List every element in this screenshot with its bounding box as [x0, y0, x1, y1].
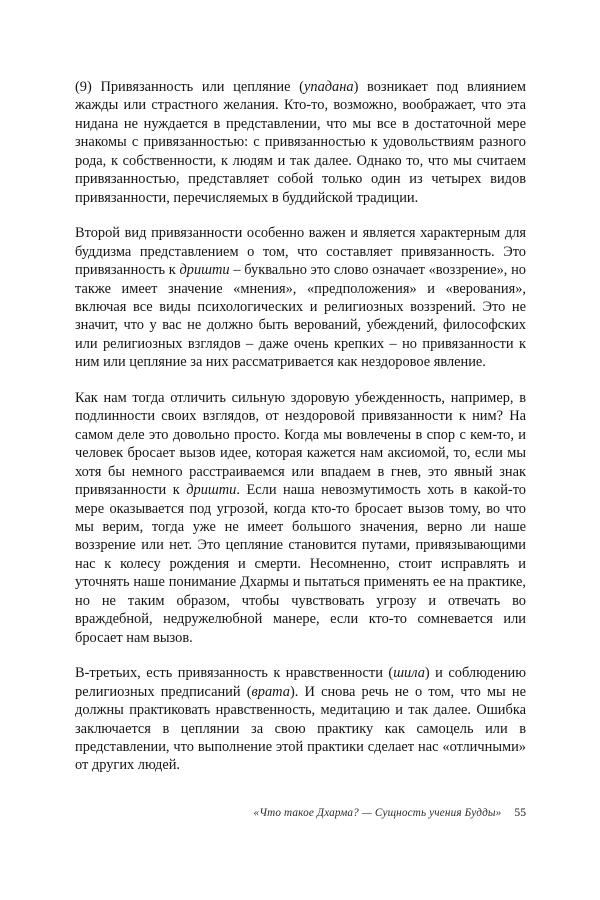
paragraph: Как нам тогда отличить сильную здоровую убежденность, например, в подлинности своих взглядов, от нездоровой привязанности к ним? На самом деле это довольно просто. Когда мы вовлечены в спор с кем-то, и человек бросает вызов идее, которая кажется нам аксиомой, то, если мы хотя бы немного расстраиваемся или впадаем в гнев, это явный знак привязанности к дришти. Если наша невозмутимость хоть в какой-то мере оказывается под угрозой, когда кто-то бросает вызов тому, во что мы верим, тогда уже не имеет большого значения, верно ли наше воззрение или нет. Это цепляние становится путами, привязывающими нас к колесу рождения и смерти. Несомненно, стоит исправлять и уточнять наше понимание Дхармы и пытаться применять ее на практике, но не таким образом, чтобы чувствовать угрозу и отвечать во враждебной, недружелюбной манере, если кто-то сомневается или бросает нам вызов. [75, 389, 527, 646]
sanskrit-term: шила [393, 665, 425, 682]
sanskrit-term: упадана [303, 79, 354, 95]
paragraph: Второй вид привязанности особенно важен и является характерным для буддизма представлением о том, что составляет привязанность. Это привязанность к дришти – буквально это слово означает «воззрение», но также имеет значение «мнения», «предположения» и «верования», включая все виды психологических и религиозных воззрений. Это не значит, что у вас не должно быть верований, убеждений, философских или религиозных взглядов – даже очень крепких – но привязанности к ним или цепляние за них рассматривается как нездоровое явление. [75, 225, 526, 371]
body-text-block [75, 78, 526, 775]
paragraph: (9) Привязанность или цепляние (упадана) возникает под влиянием жажды или страстного желания. Кто-то, возможно, воображает, что эта нидана не нуждается в представлении, что мы все в достаточной мере знакомы с привязанностью: с привязанностью к удовольствиям разного рода, к собственности, к людям и так далее. Однако то, что мы считаем привязанностью, представляет собой только один из четырех видов привязанности, перечисляемых в буддийской традиции. [75, 79, 526, 206]
sanskrit-term: дришти [186, 482, 237, 499]
page-number: 55 [514, 806, 526, 819]
running-title: «Что такое Дхарма? — Сущность учения Будды» [253, 807, 502, 819]
page-footer [75, 806, 526, 819]
paragraph: В-третьих, есть привязанность к нравственности (шила) и соблюдению религиозных предписаний (врата). И снова речь не о том, что мы не должны практиковать нравственность, медитацию и так далее. Ошибка заключается в цеплянии за свою практику как самоцель или в представлении, что выполнение этой практики сделает нас «отличными» от других людей. [75, 665, 526, 774]
sanskrit-term: врата [251, 683, 290, 700]
sanskrit-term: дришти [179, 262, 230, 279]
